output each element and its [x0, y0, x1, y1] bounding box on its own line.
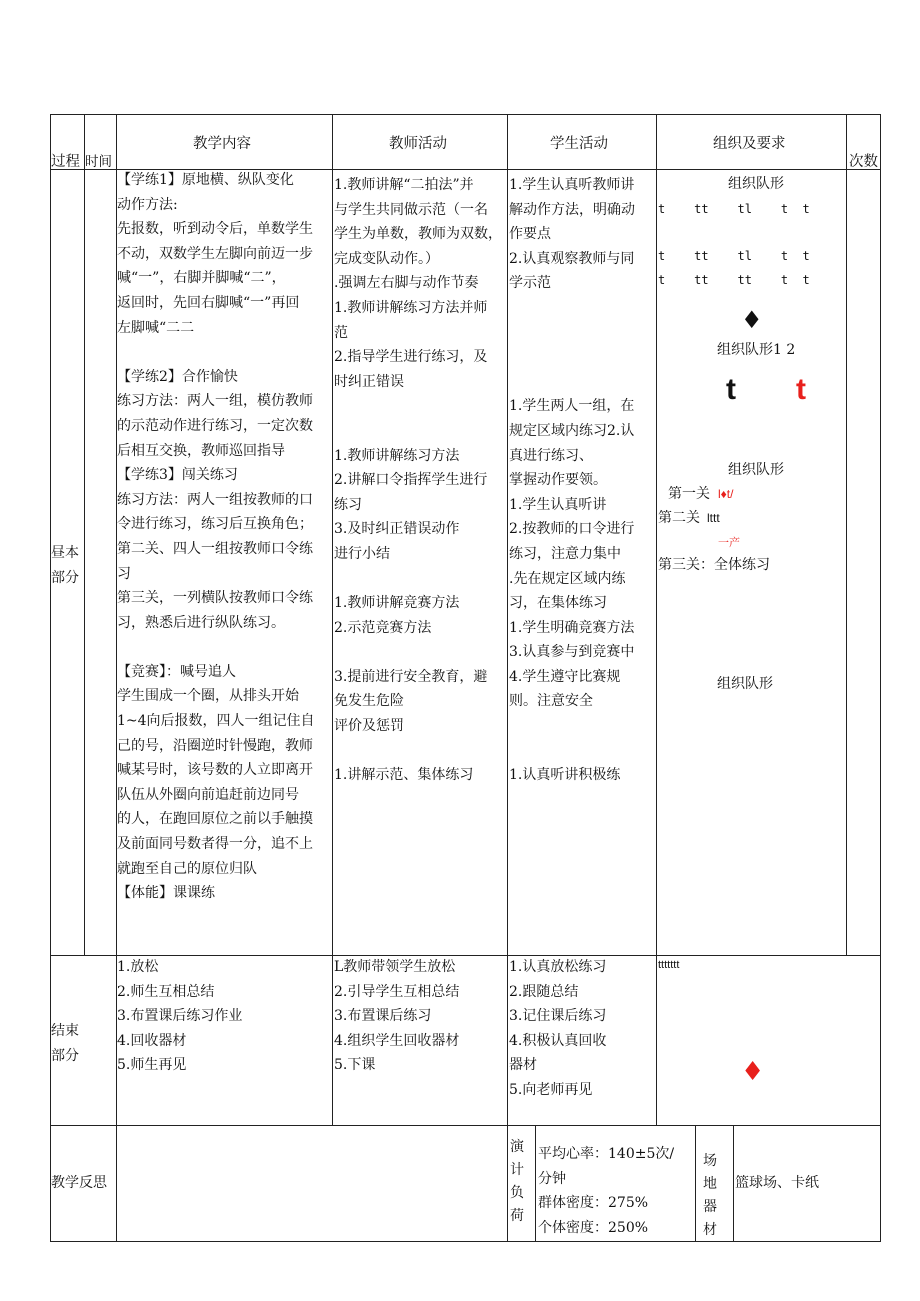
load-label [509, 1136, 525, 1228]
big-t-red: t [796, 373, 806, 406]
org-row-1: t tt tl t t [658, 202, 810, 216]
org-title-1: 组织队形 [728, 176, 784, 192]
header-time: 时间 [85, 154, 112, 170]
table-left-border [50, 114, 51, 1242]
reflection-label: 教学反思 [51, 1175, 107, 1191]
diamond-icon: ♦ [741, 306, 763, 334]
basic-label-a: 昼本 [51, 545, 79, 561]
basic-teacher: 1.教师讲解“二拍法”并 与学生共同做示范（一名 学生为单数，教师为双数， 完成变队动作。） .强调左右脚与动作节奏 1.教师讲解练习方法并师 范 2.指导学生进行练习，及 时纠正错误 1.教师讲解练习方法 2.讲解口令指挥学生进行 练习 3.及时纠正错误动作 进行小结 1.教师讲解竞赛方法 2.示范竞赛方法 3.提前进行安全教育，避 免发生危险 评价及惩罚 1.讲解示范、集体练习 [334, 177, 502, 784]
load-label-char-1: 演 [510, 1139, 524, 1155]
col-venue-label-right [733, 1125, 734, 1242]
header-student: 学生活动 [550, 136, 608, 152]
col-count-border [846, 114, 847, 956]
col-load-label-border [535, 1125, 536, 1242]
basic-content: 【学练1】原地横、纵队变化 动作方法: 先报数，听到动令后，单数学生 不动，双数学生左脚向前迈一步 喊“一”，右脚并脚喊“二”， 返回时，先回右脚喊“一”再回 左脚喊“二二 【学练2】合作愉快 练习方法：两人一组，模仿教师 的示范动作进行练习，一定次数 后相互交换，教师巡回指导 【学练3】闯关练习 练习方法：两人一组按教师的口 令进行练习，练习后互换角色； 第二关、四人一组按教师口令练 习 第三关，一列横队按教师口令练 习，熟悉后进行纵队练习。 【竞赛】：喊号追人 学生围成一个圈，从排头开始 1~4向后报数，四人一组记住自 己的号，沿圈逆时针慢跑，教师 喊某号时，该号数的人立即离开 队伍从外圈向前追赶前边同号 的人，在跑回原位之前以手触摸 及前面同号数者得一分，追不上 就跑至自己的原位归队 【体能】课课练 [117, 172, 315, 902]
venue-label [702, 1150, 718, 1242]
level2-figure: lttt [707, 511, 720, 525]
level2-mark: 一产 [718, 536, 740, 549]
header-org: 组织及要求 [713, 136, 786, 152]
load-label-char-3: 负 [510, 1185, 524, 1201]
red-diamond-icon: ♦ [741, 1057, 765, 1087]
end-content: 1.放松 2.师生互相总结 3.布置课后练习作业 4.回收器材 5.师生再见 [117, 959, 243, 1074]
end-section-bottom-border [50, 1125, 881, 1126]
basic-student: 1.学生认真听教师讲 解动作方法，明确动 作要点 2.认真观察教师与同 学示范 1.学生两人一组，在 规定区域内练习2.认 真进行练习、 掌握动作要领。 1.学生认真听讲 2.按教师的口令进行 练习，注意力集中 .先在规定区域内练 习，在集体练习 1.学生明确竞赛方法 3.认真参与到竞赛中 4.学生遵守比赛规 则。注意安全 1.认真听讲积极练 [509, 177, 635, 784]
end-org-row: ttttttt [658, 959, 680, 971]
level3-text: 第三关：全体练习 [658, 557, 770, 573]
col-teacher-border [332, 114, 333, 1126]
org-row-2: t tt tl t t [658, 249, 810, 263]
venue-label-char-3: 器 [703, 1199, 717, 1215]
col-venue-label-left [695, 1125, 696, 1242]
header-count: 次数 [849, 154, 878, 170]
col-time-border [84, 114, 85, 956]
level2-label: 第二关 [658, 510, 700, 526]
header-content: 教学内容 [193, 136, 251, 152]
col-student-border [507, 114, 508, 1242]
load-values: 平均心率：140±5次/ 分钟 群体密度：275% 个体密度：250% [538, 1146, 675, 1236]
end-label-a: 结束 [51, 1023, 79, 1039]
org-row-3: t tt tt t t [658, 273, 810, 287]
org-title-2: 组织队形1 2 [717, 342, 796, 358]
org-title-3: 组织队形 [728, 462, 784, 478]
venue-label-char-4: 材 [703, 1222, 717, 1238]
col-org-border [656, 114, 657, 956]
load-label-char-2: 计 [510, 1162, 524, 1178]
end-teacher: L教师带领学生放松 2.引导学生互相总结 3.布置课后练习 4.组织学生回收器材 5.下课 [334, 959, 460, 1074]
venue-label-char-2: 地 [703, 1176, 717, 1192]
header-teacher: 教师活动 [389, 136, 447, 152]
end-label-b: 部分 [51, 1048, 79, 1064]
big-t-black: t [726, 373, 736, 406]
org-title-4: 组织队形 [717, 676, 773, 692]
level1-label: 第一关 [668, 486, 710, 502]
venue-label-char-1: 场 [703, 1153, 717, 1169]
load-label-char-4: 荷 [510, 1208, 524, 1224]
basic-label-b: 部分 [51, 570, 79, 586]
header-process: 过程 [51, 154, 80, 170]
table-bottom-border [50, 1241, 881, 1242]
end-student: 1.认真放松练习 2.跟随总结 3.记住课后练习 4.积极认真回收 器材 5.向老师再见 [509, 959, 607, 1098]
table-right-border [880, 114, 881, 1242]
venue-value: 篮球场、卡纸 [735, 1175, 819, 1191]
table-top-border [50, 114, 881, 115]
col-org-border-end [656, 955, 657, 1126]
level1-figure: l♦t/ [718, 487, 734, 501]
